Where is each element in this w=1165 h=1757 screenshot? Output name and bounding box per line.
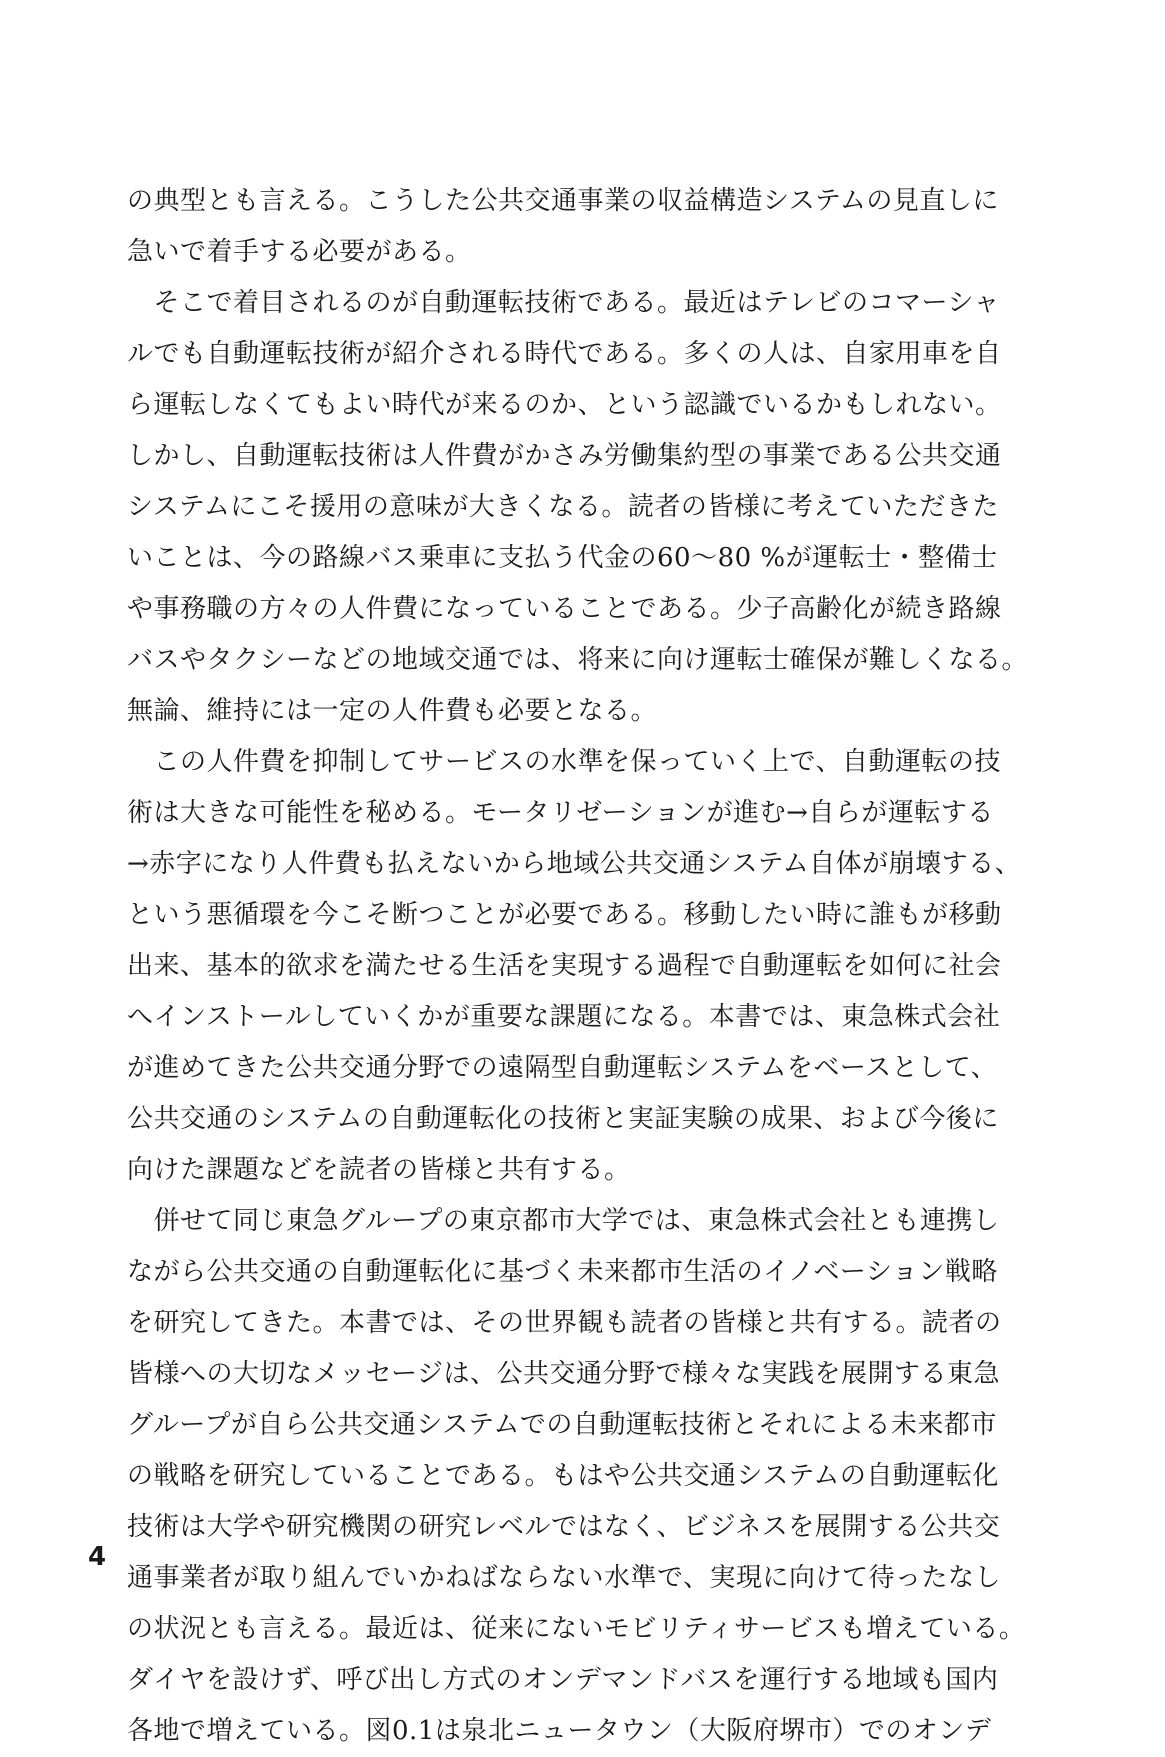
text-line: 無論、維持には一定の人件費も必要となる。 — [127, 696, 658, 726]
page-number: 4 — [88, 1542, 107, 1572]
text-line: →赤字になり人件費も払えないから地域公共交通システム自体が崩壊する、 — [127, 849, 1022, 879]
text-line: ら運転しなくてもよい時代が来るのか、という認識でいるかもしれない。 — [127, 390, 1002, 420]
text-line: しかし、自動運転技術は人件費がかさみ労働集約型の事業である公共交通 — [127, 441, 1002, 471]
text-line: 各地で増えている。図0.1は泉北ニュータウン（大阪府堺市）でのオンデ — [127, 1716, 992, 1746]
text-line: この人件費を抑制してサービスの水準を保っていく上で、自動運転の技 — [127, 747, 1001, 777]
text-line: 公共交通のシステムの自動運転化の技術と実証実験の成果、および今後に — [127, 1104, 999, 1134]
text-line: 皆様への大切なメッセージは、公共交通分野で様々な実践を展開する東急 — [127, 1359, 1000, 1389]
text-line: へインストールしていくかが重要な課題になる。本書では、東急株式会社 — [127, 1002, 1001, 1032]
text-line: バスやタクシーなどの地域交通では、将来に向け運転士確保が難しくなる。 — [127, 645, 1029, 675]
text-line: 術は大きな可能性を秘める。モータリゼーションが進む→自らが運転する — [127, 798, 994, 828]
text-line: が進めてきた公共交通分野での遠隔型自動運転システムをベースとして、 — [127, 1053, 998, 1083]
text-line: いことは、今の路線バス乗車に支払う代金の60～80 %が運転士・整備士 — [127, 543, 998, 573]
body-text — [127, 176, 1029, 1757]
text-line: ながら公共交通の自動運転化に基づく未来都市生活のイノベーション戦略 — [127, 1257, 998, 1287]
text-line: 技術は大学や研究機関の研究レベルではなく、ビジネスを展開する公共交 — [127, 1512, 1001, 1542]
text-line: 向けた課題などを読者の皆様と共有する。 — [127, 1155, 631, 1185]
text-line: そこで着目されるのが自動運転技術である。最近はテレビのコマーシャ — [127, 288, 1000, 318]
text-line: ルでも自動運転技術が紹介される時代である。多くの人は、自家用車を自 — [127, 339, 1002, 369]
text-line: 通事業者が取り組んでいかねばならない水準で、実現に向けて待ったなし — [127, 1563, 1001, 1593]
text-line: 急いで着手する必要がある。 — [127, 237, 472, 267]
text-line: グループが自ら公共交通システムでの自動運転技術とそれによる未来都市 — [127, 1410, 997, 1440]
text-line: 併せて同じ東急グループの東京都市大学では、東急株式会社とも連携し — [127, 1206, 1000, 1236]
text-line: システムにこそ援用の意味が大きくなる。読者の皆様に考えていただきた — [127, 492, 999, 522]
text-line: の状況とも言える。最近は、従来にないモビリティサービスも増えている。 — [127, 1614, 1026, 1644]
text-line: の戦略を研究していることである。もはや公共交通システムの自動運転化 — [127, 1461, 999, 1491]
text-line: を研究してきた。本書では、その世界観も読者の皆様と共有する。読者の — [127, 1308, 1002, 1338]
text-line: の典型とも言える。こうした公共交通事業の収益構造システムの見直しに — [127, 186, 999, 216]
text-line: という悪循環を今こそ断つことが必要である。移動したい時に誰もが移動 — [127, 900, 1002, 930]
text-line: 出来、基本的欲求を満たせる生活を実現する過程で自動運転を如何に社会 — [127, 951, 1002, 981]
text-line: や事務職の方々の人件費になっていることである。少子高齢化が続き路線 — [127, 594, 1002, 624]
text-line: ダイヤを設けず、呼び出し方式のオンデマンドバスを運行する地域も国内 — [127, 1665, 999, 1695]
